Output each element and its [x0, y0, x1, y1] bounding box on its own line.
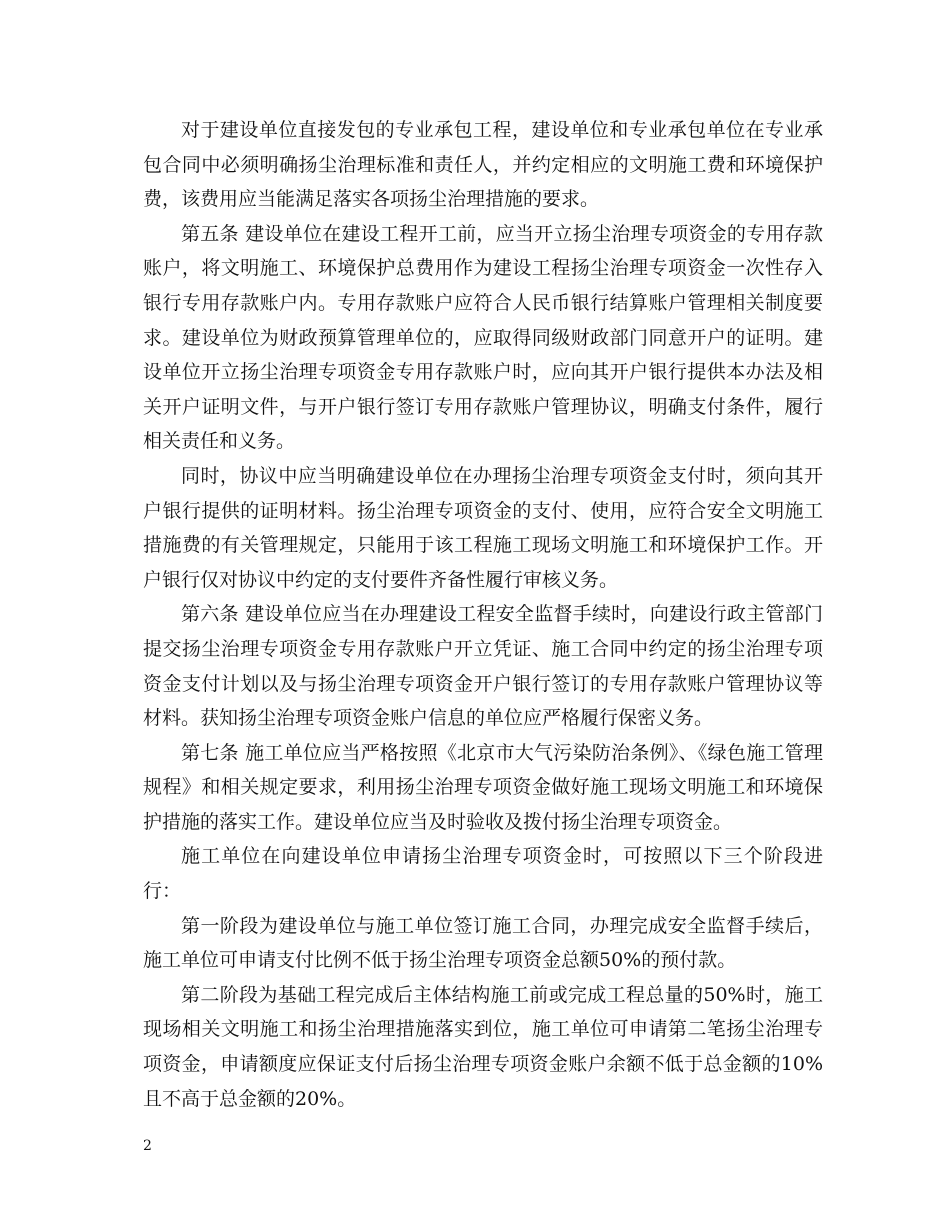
paragraph: 对于建设单位直接发包的专业承包工程，建设单位和专业承包单位在专业承包合同中必须明确扬尘治理标准和责任人，并约定相应的文明施工费和环境保护费，该费用应当能满足落实各项扬尘治理措施的要求。 — [143, 119, 823, 211]
paragraph: 第六条 建设单位应当在办理建设工程安全监督手续时，向建设行政主管部门提交扬尘治理专项资金专用存款账户开立凭证、施工合同中约定的扬尘治理专项资金支付计划以及与扬尘治理专项资金开户银行签订的专用存款账户管理协议等材料。获知扬尘治理专项资金账户信息的单位应严格履行保密义务。 — [143, 603, 823, 730]
paragraph: 第七条 施工单位应当严格按照《北京市大气污染防治条例》、《绿色施工管理规程》和相关规定要求，利用扬尘治理专项资金做好施工现场文明施工和环境保护措施的落实工作。建设单位应当及时验收及拨付扬尘治理专项资金。 — [143, 741, 823, 833]
paragraph: 第二阶段为基础工程完成后主体结构施工前或完成工程总量的50%时，施工现场相关文明施工和扬尘治理措施落实到位，施工单位可申请第二笔扬尘治理专项资金，申请额度应保证支付后扬尘治理专项资金账户余额不低于总金额的10%且不高于总金额的20%。 — [143, 983, 823, 1110]
paragraph: 第五条 建设单位在建设工程开工前，应当开立扬尘治理专项资金的专用存款账户，将文明施工、环境保护总费用作为建设工程扬尘治理专项资金一次性存入银行专用存款账户内。专用存款账户应符合人民币银行结算账户管理相关制度要求。建设单位为财政预算管理单位的，应取得同级财政部门同意开户的证明。建设单位开立扬尘治理专项资金专用存款账户时，应向其开户银行提供本办法及相关开户证明文件，与开户银行签订专用存款账户管理协议，明确支付条件，履行相关责任和义务。 — [143, 222, 823, 453]
paragraph: 施工单位在向建设单位申请扬尘治理专项资金时，可按照以下三个阶段进行： — [143, 845, 823, 903]
document-body — [143, 113, 823, 1116]
paragraph: 第一阶段为建设单位与施工单位签订施工合同，办理完成安全监督手续后，施工单位可申请支付比例不低于扬尘治理专项资金总额50%的预付款。 — [143, 914, 823, 972]
page-number: 2 — [143, 1138, 152, 1154]
paragraph: 同时，协议中应当明确建设单位在办理扬尘治理专项资金支付时，须向其开户银行提供的证明材料。扬尘治理专项资金的支付、使用，应符合安全文明施工措施费的有关管理规定，只能用于该工程施工现场文明施工和环境保护工作。开户银行仅对协议中约定的支付要件齐备性履行审核义务。 — [143, 464, 823, 591]
